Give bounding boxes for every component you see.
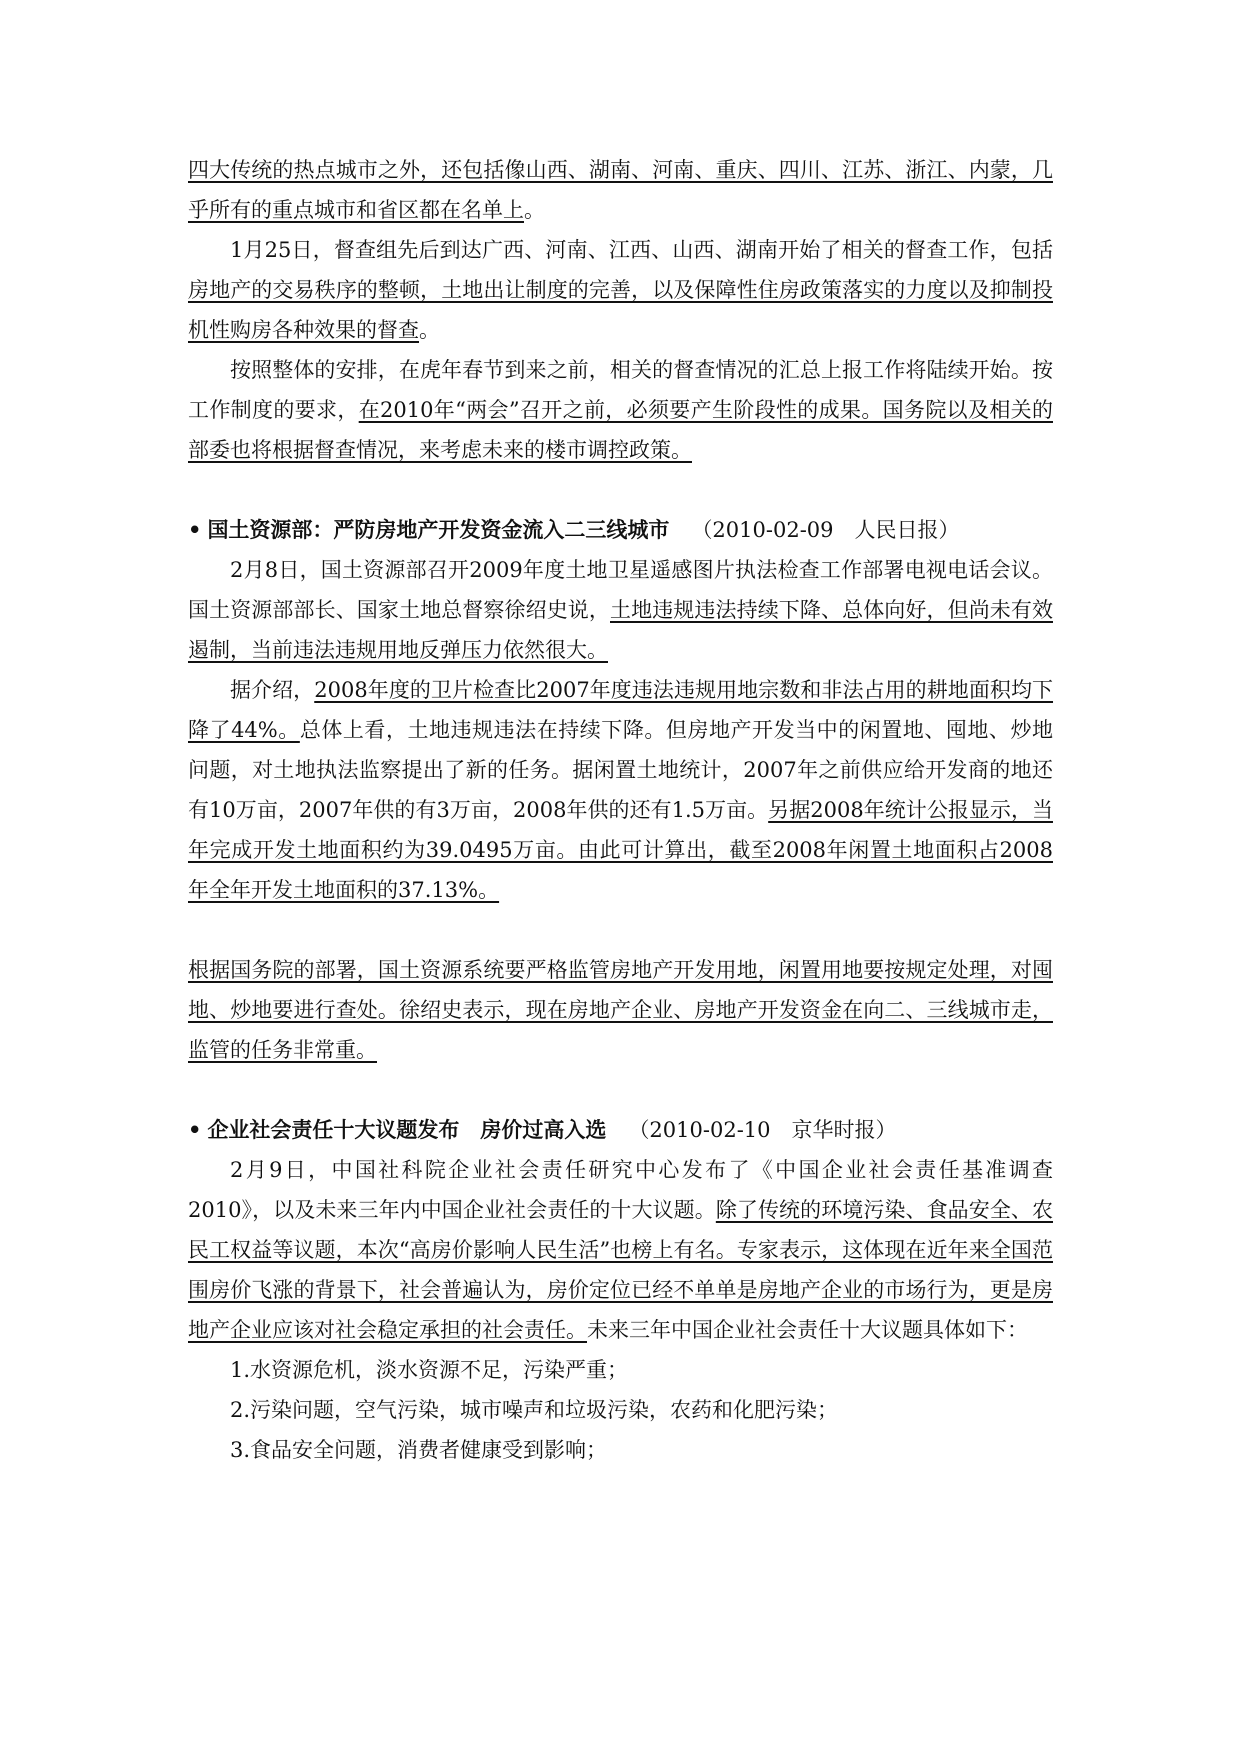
- plain-text: 1月25日，督查组先后到达广西、河南、江西、山西、湖南开始了相关的督查工作，包括: [230, 238, 1053, 262]
- plain-text: 按照整体的安排，在虎年春节到来之前，相关的督查情况的汇总上报工作将陆续开始。按工作制度的要求，: [188, 358, 1053, 422]
- bullet-icon: •: [188, 518, 202, 542]
- spacer: [188, 1070, 1053, 1110]
- headline-source: （2010-02-09 人民日报）: [691, 518, 960, 542]
- underlined-text: 2008年度的卫片检查比2007年度违法违规用地宗数和非法占用的耕地面积均下降了44%。: [188, 678, 1054, 742]
- list-item: 3.食品安全问题，消费者健康受到影响；: [230, 1438, 608, 1462]
- paragraph-inspection: [188, 230, 1053, 350]
- underlined-text: 在2010年“两会”召开之前，必须要产生阶段性的成果。国务院以及相关的部委也将根据督查情况，来考虑未来的楼市调控政策。: [188, 398, 1053, 462]
- underlined-text: 土地违规违法持续下降、总体向好，但尚未有效遏制，当前违法违规用地反弹压力依然很大。: [188, 598, 1053, 662]
- spacer: [188, 910, 1053, 950]
- plain-text: 。: [524, 198, 545, 222]
- headline-source: （2010-02-10 京华时报）: [628, 1118, 897, 1142]
- plain-text: 总体上看，土地违规违法在持续下降。但房地产开发当中的闲置地、囤地、炒地问题，对土地执法监察提出了新的任务。据闲置土地统计，2007年之前供应给开发商的地还有10万亩，2007年供的有3万亩，2008年供的还有1.5万亩。: [188, 718, 1053, 822]
- bullet-icon: •: [188, 1118, 202, 1142]
- plain-text: 2月8日，国土资源部召开2009年度土地卫星遥感图片执法检查工作部署电视电话会议。国土资源部部长、国家土地总督察徐绍史说，: [188, 558, 1053, 622]
- paragraph-schedule: [188, 350, 1053, 470]
- spacer: [188, 470, 1053, 510]
- underlined-text: 四大传统的热点城市之外，还包括像山西、湖南、河南、重庆、四川、江苏、浙江、内蒙，几乎所有的重点城市和省区都在名单上: [188, 158, 1053, 222]
- paragraph-intro: [188, 150, 1053, 230]
- document-page: [188, 150, 1053, 1470]
- headline-title: 国土资源部：严防房地产开发资金流入二三线城市: [207, 518, 670, 542]
- paragraph-csr-report: [188, 1150, 1053, 1350]
- underlined-text: 除了传统的环境污染、食品安全、农民工权益等议题，本次“高房价影响人民生活”也榜上有名。专家表示，这体现在近年来全国范围房价飞涨的背景下，社会普遍认为，房价定位已经不单单是房地产企业的市场行为，更是房地产企业应该对社会稳定承担的社会责任。: [188, 1198, 1053, 1342]
- plain-text: 2月9日，中国社科院企业社会责任研究中心发布了《中国企业社会责任基准调查2010》，以及未来三年内中国企业社会责任的十大议题。: [188, 1158, 1053, 1222]
- plain-text: 据介绍，: [230, 678, 315, 702]
- list-item: 1.水资源危机，淡水资源不足，污染严重；: [230, 1358, 629, 1382]
- headline-title: 企业社会责任十大议题发布 房价过高入选: [207, 1118, 607, 1142]
- list-item: 2.污染问题，空气污染，城市噪声和垃圾污染，农药和化肥污染；: [230, 1398, 839, 1422]
- underlined-text: 另据2008年统计公报显示，当年完成开发土地面积约为39.0495万亩。由此可计算出，截至2008年闲置土地面积占2008年全年开发土地面积的37.13%。: [188, 798, 1053, 902]
- underlined-text: 房地产的交易秩序的整顿，土地出让制度的完善，以及保障性住房政策落实的力度以及抑制投机性购房各种效果的督查: [188, 278, 1053, 342]
- paragraph-land-stats: [188, 670, 1053, 910]
- news-headline-land: [188, 510, 1053, 550]
- plain-text: 未来三年中国企业社会责任十大议题具体如下：: [587, 1318, 1028, 1342]
- plain-text: 。: [419, 318, 440, 342]
- underlined-text: 根据国务院的部署，国土资源系统要严格监管房地产开发用地，闲置用地要按规定处理，对囤地、炒地要进行查处。徐绍史表示，现在房地产企业、房地产开发资金在向二、三线城市走，监管的任务非常重。: [188, 958, 1053, 1062]
- paragraph-land-supervision: [188, 950, 1053, 1070]
- paragraph-land-meeting: [188, 550, 1053, 670]
- news-headline-csr: [188, 1110, 1053, 1150]
